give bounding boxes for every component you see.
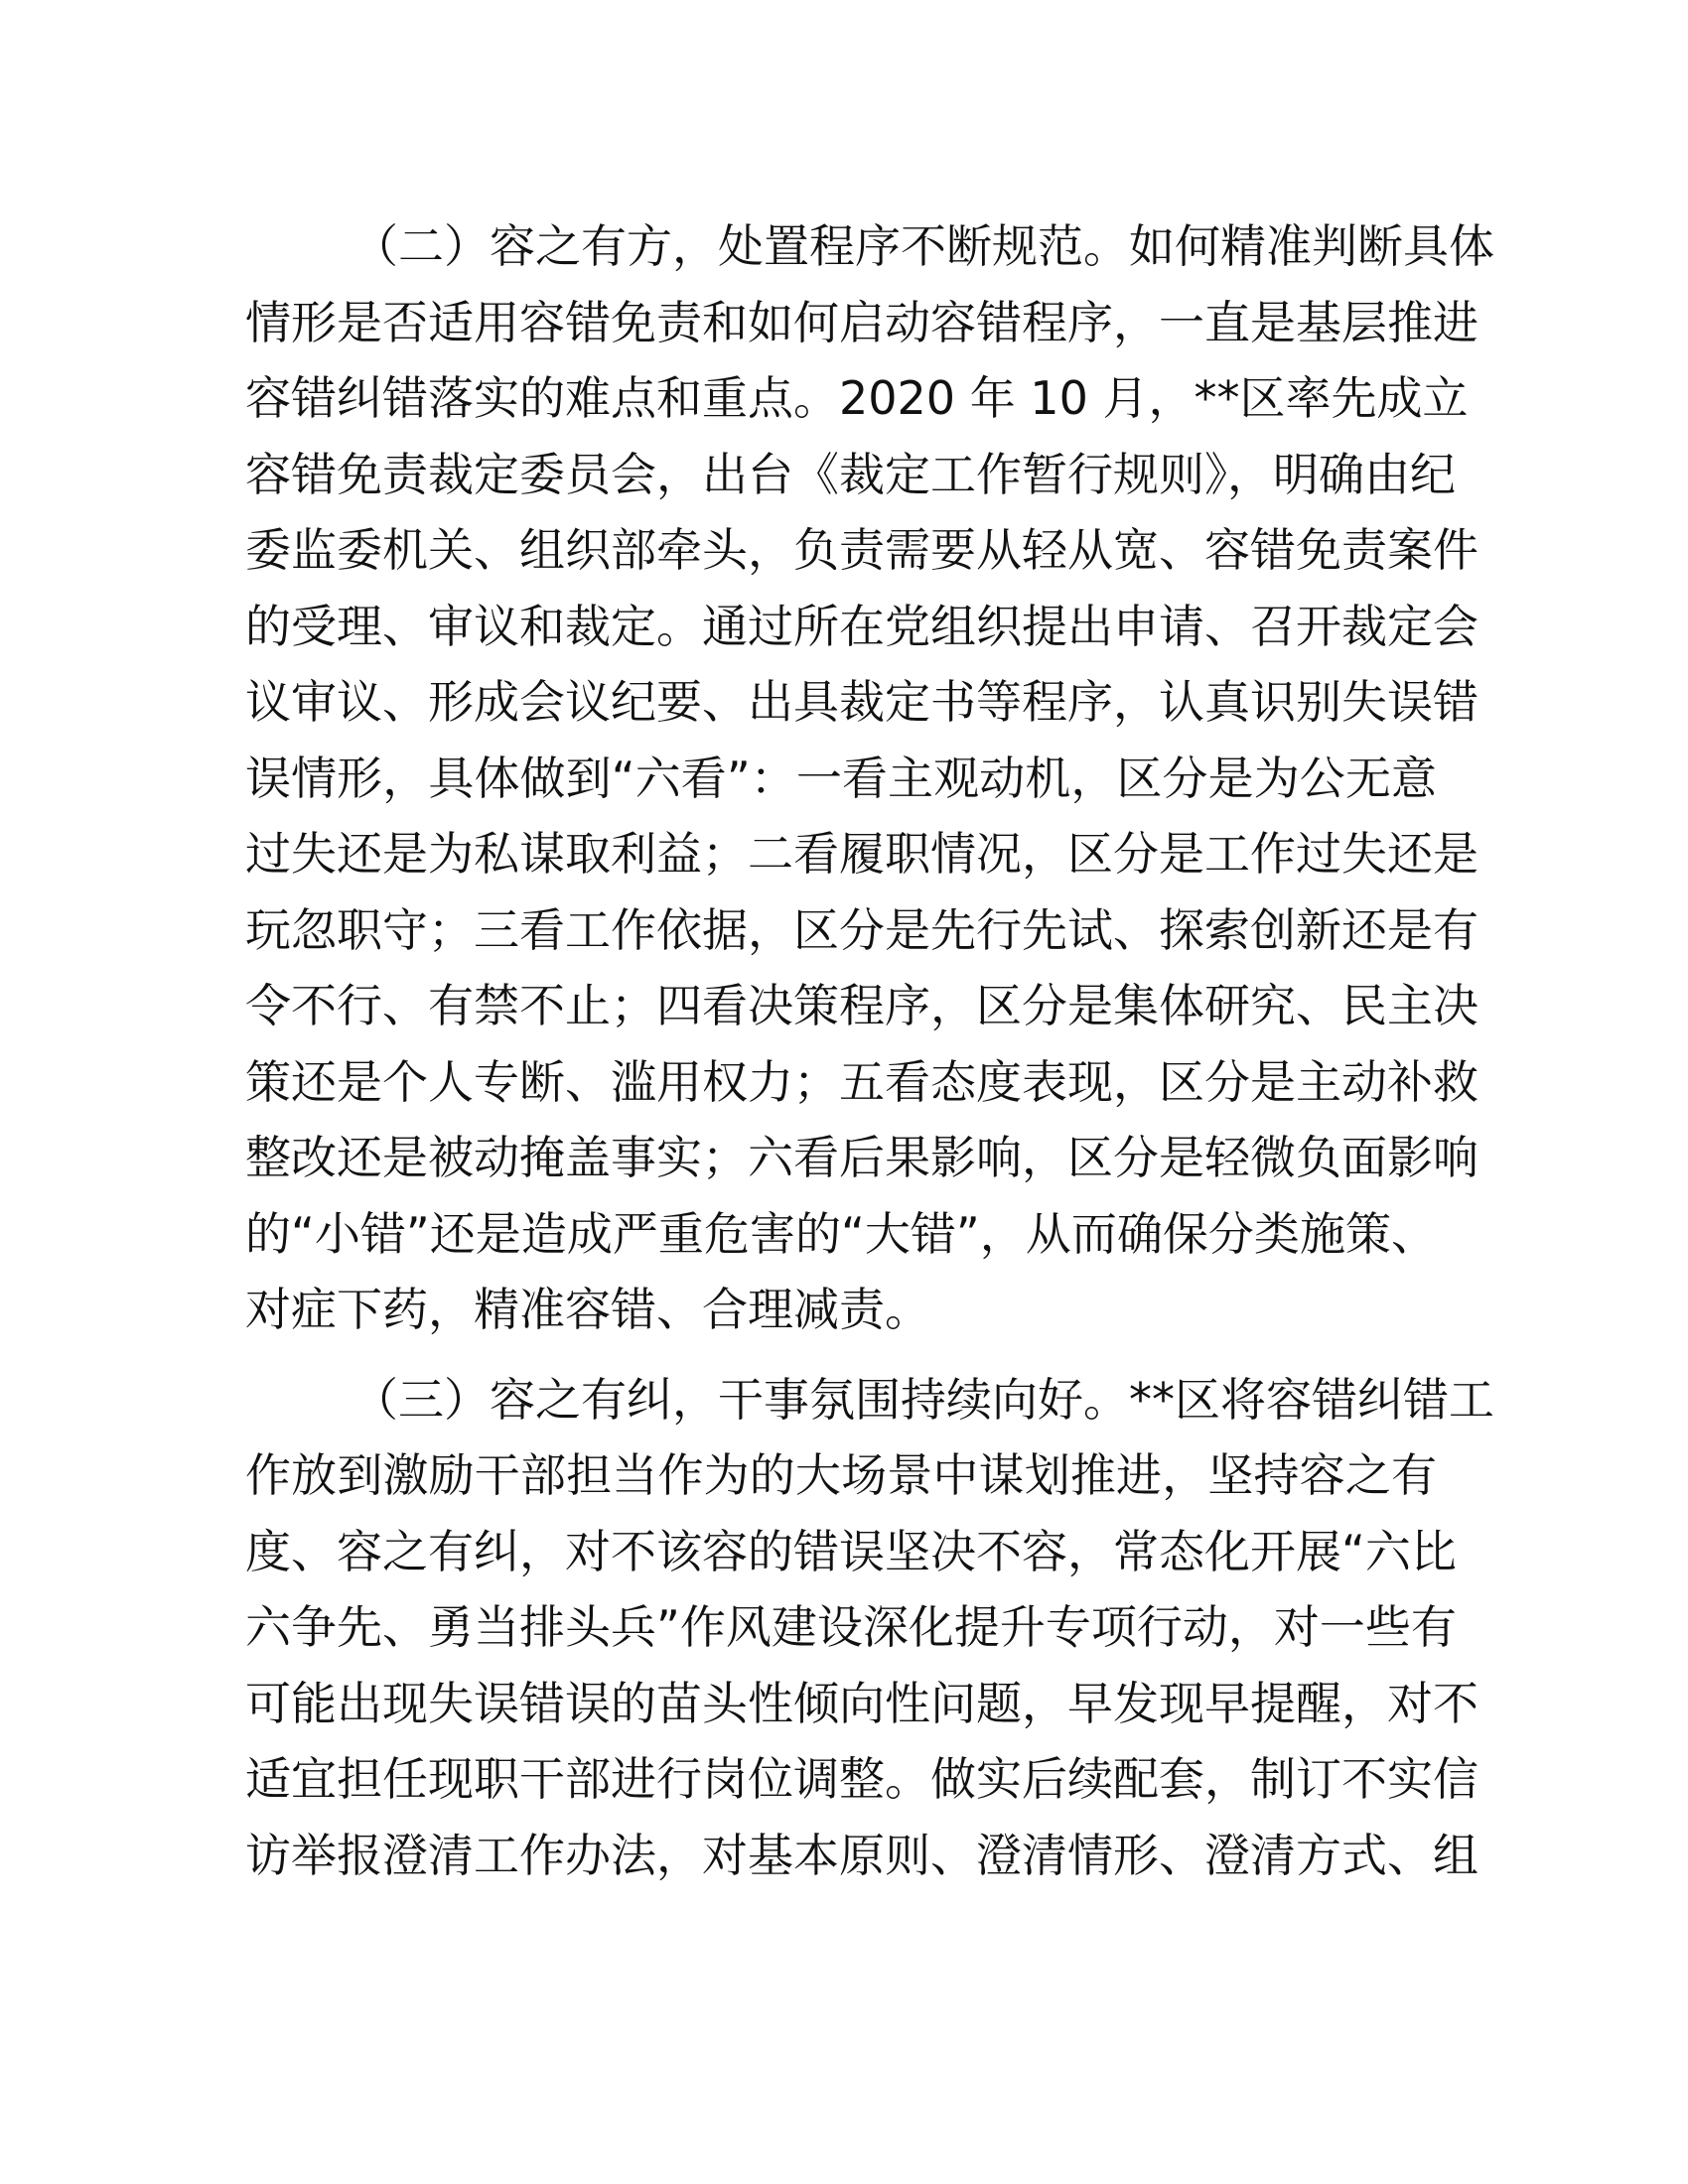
paragraph-section-2: [245, 208, 1494, 1348]
text-line: 策还是个人专断、滥用权力；五看态度表现，区分是主动补救: [245, 1054, 1478, 1109]
text-line: 情形是否适用容错免责和如何启动容错程序，一直是基层推进: [245, 295, 1478, 349]
text-line: 玩忽职守；三看工作依据，区分是先行先试、探索创新还是有: [245, 902, 1478, 957]
body-text: [245, 208, 1494, 1893]
text-line: 令不行、有禁不止；四看决策程序，区分是集体研究、民主决: [245, 979, 1478, 1032]
text-line: 度、容之有纠，对不该容的错误坚决不容，常态化开展“六比: [245, 1524, 1457, 1578]
text-line: 作放到激励干部担当作为的大场景中谋划推进，坚持容之有: [245, 1448, 1437, 1502]
text-line: （二）容之有方，处置程序不断规范。如何精准判断具体: [352, 219, 1494, 273]
text-line: 的受理、审议和裁定。通过所在党组织提出申请、召开裁定会: [245, 599, 1478, 653]
text-line: 委监委机关、组织部牵头，负责需要从轻从宽、容错免责案件: [245, 523, 1478, 577]
text-line: 误情形，具体做到“六看”：一看主观动机，区分是为公无意: [245, 751, 1437, 805]
text-line: 容错纠错落实的难点和重点。2020 年 10 月，**区率先成立: [245, 371, 1469, 425]
text-line: 访举报澄清工作办法，对基本原则、澄清情形、澄清方式、组: [245, 1828, 1478, 1882]
text-line: 整改还是被动掩盖事实；六看后果影响，区分是轻微负面影响: [245, 1131, 1478, 1184]
text-line: 六争先、勇当排头兵”作风建设深化提升专项行动，对一些有: [245, 1600, 1457, 1654]
text-line: 的“小错”还是造成严重危害的“大错”，从而确保分类施策、: [245, 1206, 1437, 1261]
paragraph-section-3: [245, 1362, 1494, 1894]
text-line: 容错免责裁定委员会，出台《裁定工作暂行规则》，明确由纪: [245, 447, 1456, 501]
text-line: 对症下药，精准容错、合理减责。: [245, 1283, 930, 1336]
text-line: 议审议、形成会议纪要、出具裁定书等程序，认真识别失误错: [245, 675, 1478, 729]
text-line: 适宜担任现职干部进行岗位调整。做实后续配套，制订不实信: [245, 1752, 1478, 1806]
text-line: （三）容之有纠，干事氛围持续向好。**区将容错纠错工: [352, 1372, 1494, 1427]
text-line: 可能出现失误错误的苗头性倾向性问题，早发现早提醒，对不: [245, 1676, 1478, 1730]
text-line: 过失还是为私谋取利益；二看履职情况，区分是工作过失还是: [245, 827, 1478, 881]
